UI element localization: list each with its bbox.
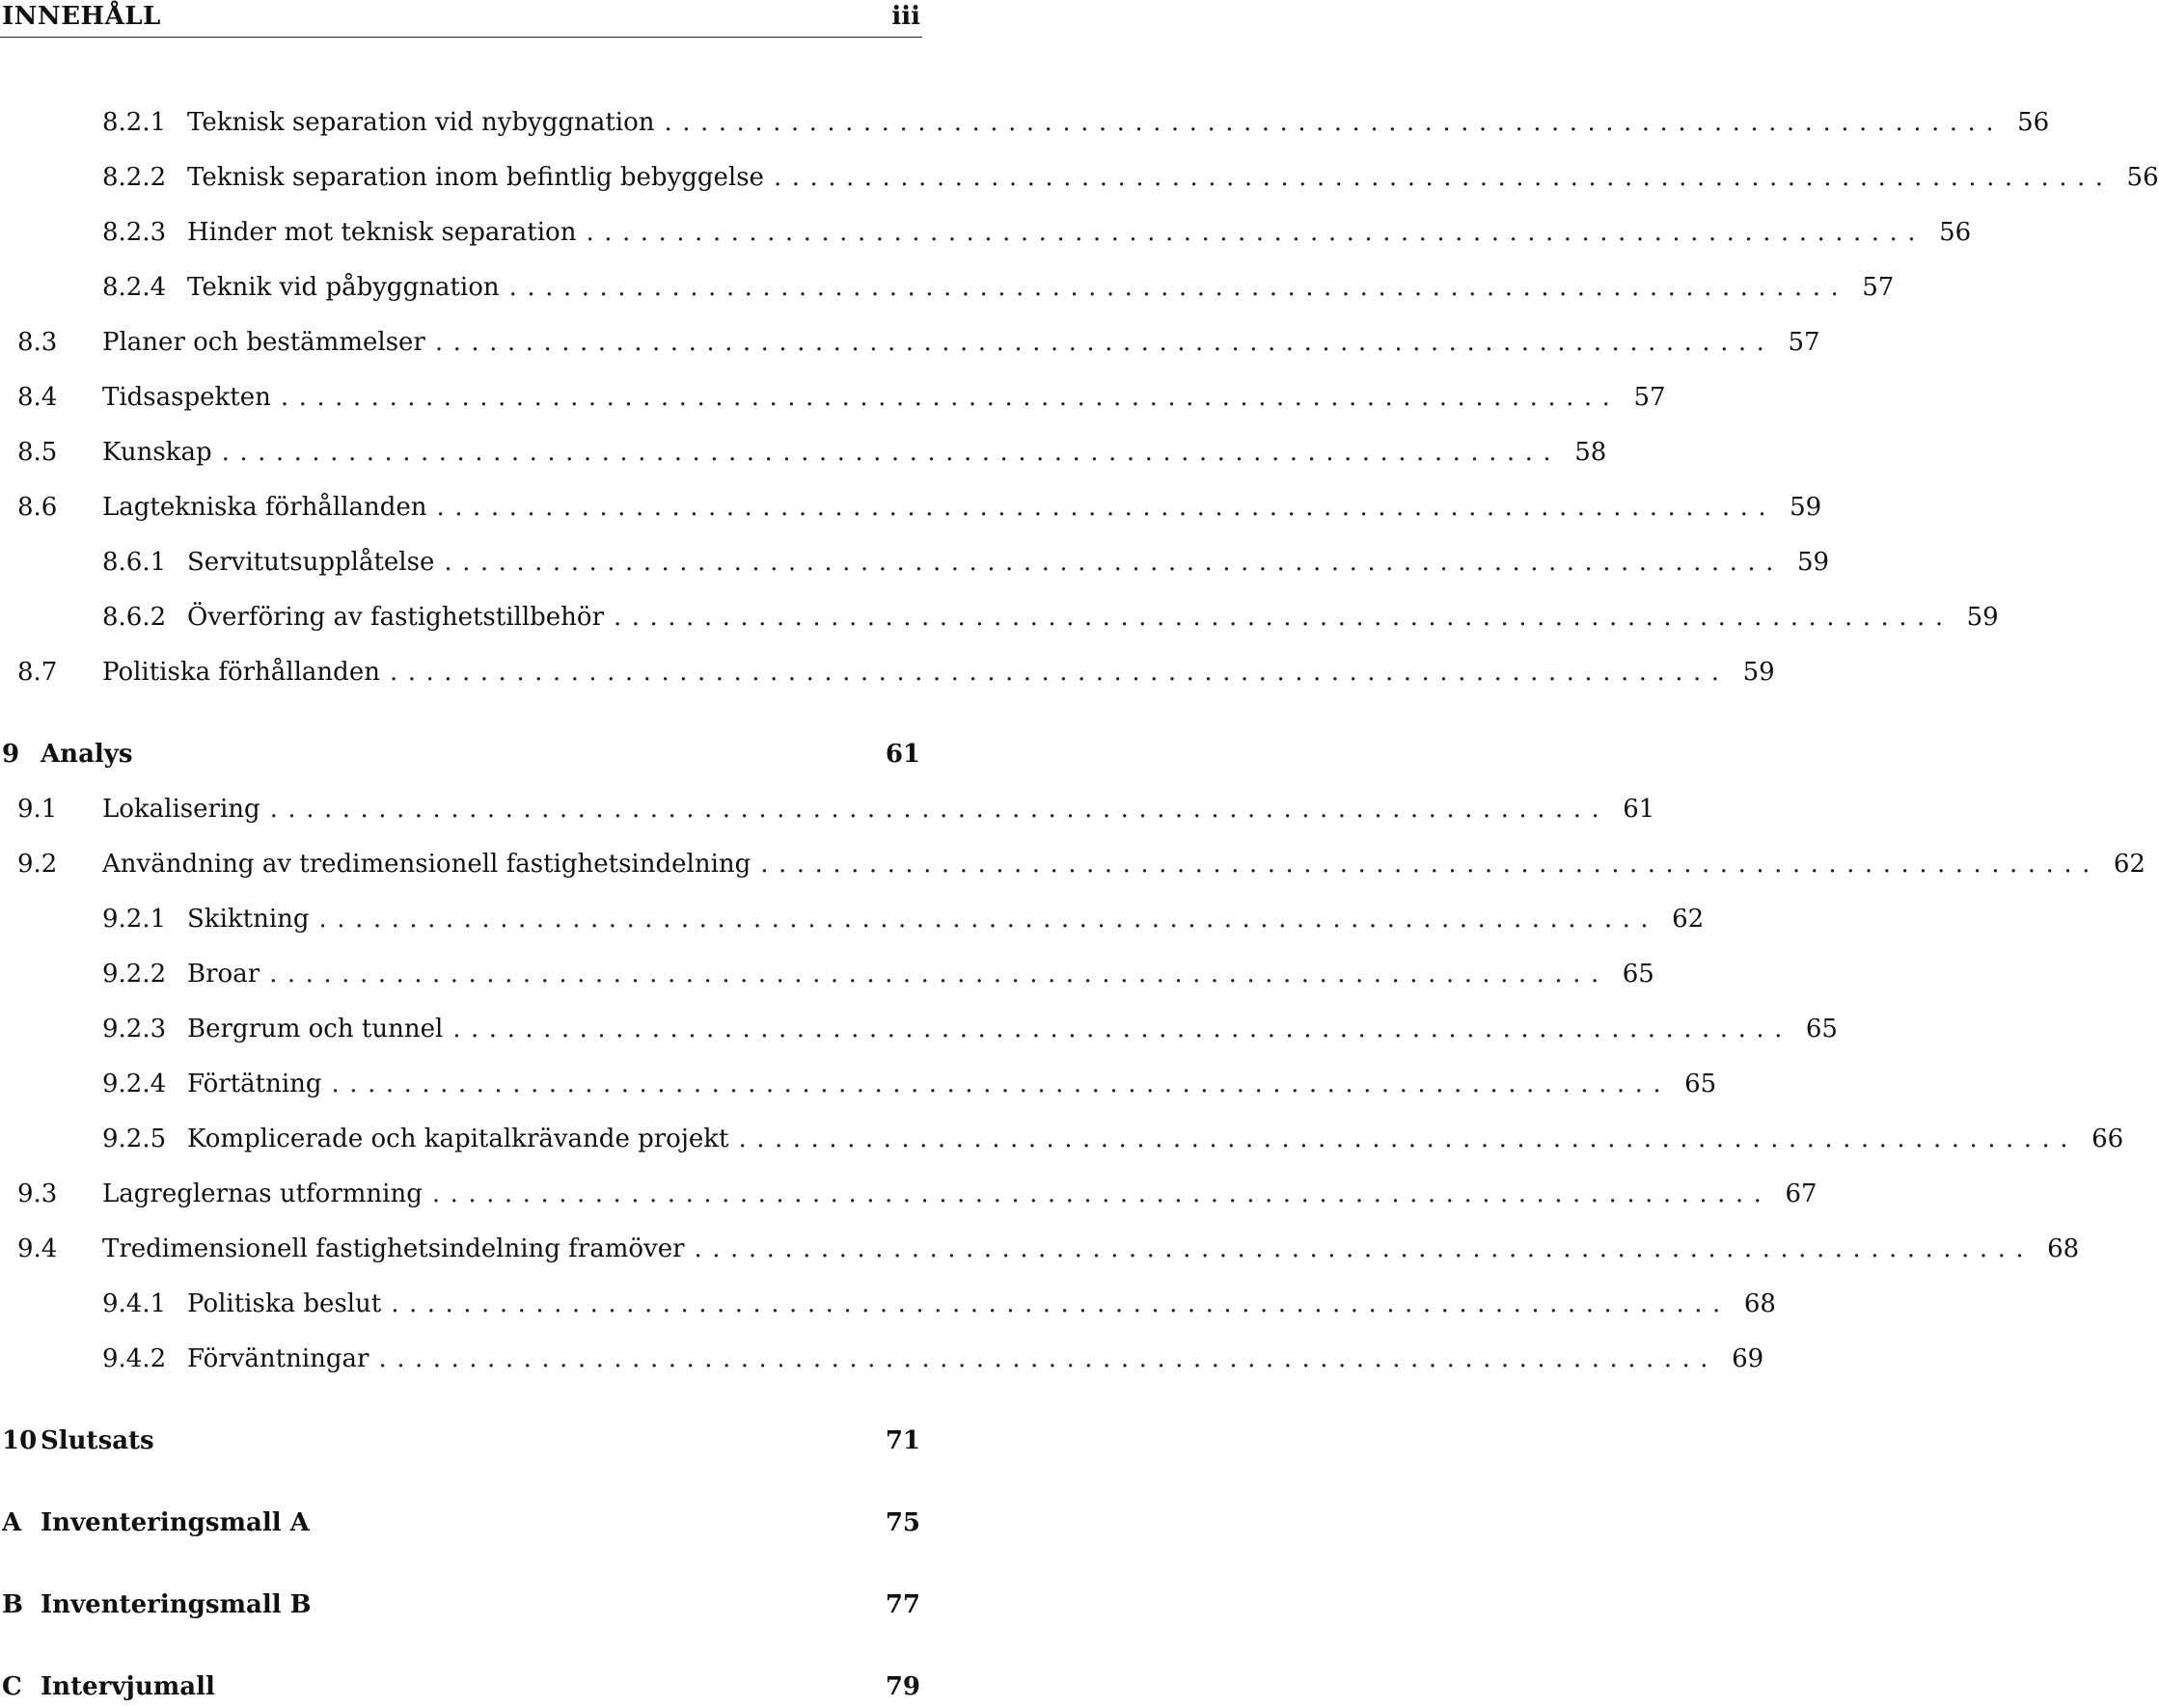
toc-entry-number: 9.2.1 — [102, 905, 167, 934]
dot-leader: .......................................................................... — [389, 658, 1730, 687]
dot-leader: .......................................................................... — [318, 905, 1659, 934]
toc-entry-number: 9.2.2 — [102, 960, 167, 989]
toc-entry-title: Servitutsupplåtelse — [187, 548, 435, 577]
toc-entry-section[interactable] — [0, 653, 1775, 691]
toc-entry-number: A — [2, 1508, 22, 1537]
dot-leader: .......................................................................... — [694, 1234, 2035, 1263]
toc-entry-number: 8.4 — [17, 383, 58, 412]
toc-entry-title: Politiska beslut — [187, 1289, 382, 1318]
dot-leader: .......................................................................... — [391, 1289, 1731, 1318]
toc-entry-page: 57 — [1862, 273, 1895, 302]
toc-entry-page: 59 — [1966, 603, 1999, 632]
dot-leader: .......................................................................... — [444, 548, 1784, 577]
toc-entry-subsection[interactable] — [0, 213, 1972, 252]
toc-entry-page: 57 — [1788, 328, 1820, 357]
toc-entry-section[interactable] — [0, 323, 1820, 362]
toc-entry-section[interactable] — [0, 845, 2145, 883]
dot-leader: .......................................................................... — [269, 795, 1610, 824]
toc-entry-subsection[interactable] — [0, 1285, 1776, 1323]
toc-entry-title: Teknisk separation vid nybyggnation — [187, 108, 655, 137]
toc-entry-number: 9.4.2 — [102, 1344, 167, 1373]
toc-entry-section[interactable] — [0, 1230, 2080, 1268]
toc-entry-title: Teknik vid påbyggnation — [187, 273, 500, 302]
toc-entry-page: 59 — [1796, 548, 1830, 577]
toc-entry-subsection[interactable] — [0, 598, 1999, 637]
toc-entry-number: 9.2.4 — [102, 1070, 167, 1098]
toc-entry-page: 59 — [1790, 493, 1822, 522]
toc-entry-title: Tidsaspekten — [102, 383, 271, 412]
toc-entry-number: 9 — [2, 740, 20, 769]
toc-entry-page: 62 — [2113, 850, 2145, 879]
dot-leader: .......................................................................... — [280, 383, 1621, 412]
toc-entry-number: 10 — [2, 1426, 38, 1455]
toc-entry-page: 65 — [1684, 1070, 1717, 1098]
toc-entry-page: 59 — [1742, 658, 1775, 687]
toc-entry-chapter[interactable] — [0, 1422, 922, 1460]
toc-entry-chapter[interactable] — [0, 735, 922, 773]
toc-entry-subsection[interactable] — [0, 103, 2050, 142]
toc-entry-title: Kunskap — [102, 438, 212, 467]
toc-entry-title: Lagtekniska förhållanden — [102, 493, 427, 522]
toc-entry-appendix[interactable] — [0, 1504, 922, 1542]
toc-entry-title: Tredimensionell fastighetsindelning framöver — [102, 1234, 685, 1263]
toc-entry-subsection[interactable] — [0, 268, 1895, 307]
toc-entry-page: 71 — [885, 1426, 920, 1455]
toc-entry-number: 9.3 — [17, 1179, 58, 1208]
toc-entry-number: 9.2.3 — [102, 1015, 167, 1044]
toc-entry-appendix[interactable] — [0, 1667, 922, 1706]
toc-entry-subsection[interactable] — [0, 158, 2159, 197]
toc-entry-number: 9.1 — [17, 795, 58, 824]
toc-entry-title: Skiktning — [187, 905, 310, 934]
toc-entry-title: Lokalisering — [102, 795, 260, 824]
toc-entry-number: 8.6.1 — [102, 548, 167, 577]
dot-leader: .......................................................................... — [221, 438, 1562, 467]
toc-entry-section[interactable] — [0, 378, 1666, 417]
toc-entry-title: Broar — [187, 960, 260, 989]
toc-entry-number: B — [2, 1590, 23, 1619]
toc-entry-number: 8.6 — [17, 493, 58, 522]
toc-entry-number: 9.4 — [17, 1234, 58, 1263]
toc-entry-title: Slutsats — [41, 1426, 154, 1455]
toc-entry-subsection[interactable] — [0, 955, 1654, 993]
dot-leader: .......................................................................... — [586, 218, 1927, 247]
toc-entry-page: 79 — [885, 1672, 920, 1701]
toc-entry-number: 9.4.1 — [102, 1289, 167, 1318]
toc-entry-number: 8.6.2 — [102, 603, 167, 632]
toc-entry-subsection[interactable] — [0, 1065, 1717, 1103]
toc-entry-title: Planer och bestämmelser — [102, 328, 425, 357]
dot-leader: .......................................................................... — [614, 603, 1954, 632]
toc-entry-number: C — [2, 1672, 22, 1701]
toc-entry-page: 62 — [1672, 905, 1705, 934]
toc-entry-number: 8.3 — [17, 328, 58, 357]
toc-entry-title: Inventeringsmall A — [41, 1508, 310, 1537]
toc-entry-page: 68 — [1743, 1289, 1776, 1318]
toc-entry-section[interactable] — [0, 488, 1822, 527]
toc-entry-title: Komplicerade och kapitalkrävande projekt — [187, 1125, 729, 1153]
toc-entry-number: 8.2.3 — [102, 218, 167, 247]
toc-entry-page: 68 — [2047, 1234, 2080, 1263]
toc-entry-number: 8.5 — [17, 438, 58, 467]
dot-leader: .......................................................................... — [664, 108, 2005, 137]
dot-leader: .......................................................................... — [269, 960, 1609, 989]
toc-entry-title: Användning av tredimensionell fastighetsindelning — [102, 850, 752, 879]
toc-entry-section[interactable] — [0, 1175, 1817, 1213]
dot-leader: .......................................................................... — [773, 163, 2114, 192]
dot-leader: .......................................................................... — [760, 850, 2100, 879]
toc-entry-page: 75 — [885, 1508, 920, 1537]
toc-entry-subsection[interactable] — [0, 1120, 2124, 1158]
toc-entry-appendix[interactable] — [0, 1586, 922, 1624]
toc-entry-subsection[interactable] — [0, 1010, 1838, 1048]
toc-entry-page: 56 — [2017, 108, 2050, 137]
toc-entry-page: 56 — [2126, 163, 2159, 192]
dot-leader: .......................................................................... — [508, 273, 1849, 302]
toc-entry-section[interactable] — [0, 433, 1607, 472]
toc-entry-page: 65 — [1805, 1015, 1838, 1044]
toc-entry-number: 8.2.1 — [102, 108, 167, 137]
dot-leader: .......................................................................... — [431, 1179, 1772, 1208]
toc-entry-number: 8.7 — [17, 658, 58, 687]
toc-entry-page: 61 — [885, 740, 920, 769]
toc-entry-page: 65 — [1622, 960, 1654, 989]
toc-entry-subsection[interactable] — [0, 900, 1705, 938]
toc-entry-section[interactable] — [0, 790, 1655, 828]
dot-leader: .......................................................................... — [331, 1070, 1672, 1098]
toc-entry-page: 69 — [1732, 1344, 1764, 1373]
toc-entry-title: Bergrum och tunnel — [187, 1015, 444, 1044]
toc-entry-title: Intervjumall — [41, 1672, 215, 1701]
toc-entry-title: Hinder mot teknisk separation — [187, 218, 577, 247]
toc-entry-title: Teknisk separation inom befintlig bebyggelse — [187, 163, 764, 192]
toc-entry-number: 9.2 — [17, 850, 58, 879]
toc-entry-title: Lagreglernas utformning — [102, 1179, 423, 1208]
toc-entry-page: 57 — [1633, 383, 1666, 412]
toc-entry-page: 58 — [1574, 438, 1607, 467]
toc-entry-page: 61 — [1623, 795, 1655, 824]
toc-entry-subsection[interactable] — [0, 1340, 1764, 1378]
toc-entry-title: Inventeringsmall B — [41, 1590, 312, 1619]
dot-leader: .......................................................................... — [738, 1125, 2079, 1153]
toc-entry-number: 8.2.4 — [102, 273, 167, 302]
toc-entry-number: 8.2.2 — [102, 163, 167, 192]
toc-entry-title: Förväntningar — [187, 1344, 369, 1373]
dot-leader: .......................................................................... — [452, 1015, 1792, 1044]
toc-entry-subsection[interactable] — [0, 543, 1830, 582]
running-header-title: INNEHÅLL — [2, 2, 161, 31]
toc-entry-page: 77 — [885, 1590, 920, 1619]
toc-entry-title: Analys — [41, 740, 133, 769]
toc-entry-page: 56 — [1939, 218, 1972, 247]
dot-leader: .......................................................................... — [434, 328, 1775, 357]
toc-entry-title: Förtätning — [187, 1070, 322, 1098]
toc-entry-page: 66 — [2091, 1125, 2124, 1153]
toc-entry-page: 67 — [1785, 1179, 1817, 1208]
page-number-roman: iii — [891, 2, 920, 31]
toc-entry-title: Politiska förhållanden — [102, 658, 380, 687]
toc-entry-number: 9.2.5 — [102, 1125, 167, 1153]
dot-leader: .......................................................................... — [378, 1344, 1719, 1373]
dot-leader: .......................................................................... — [436, 493, 1777, 522]
toc-entry-title: Överföring av fastighetstillbehör — [187, 603, 604, 632]
